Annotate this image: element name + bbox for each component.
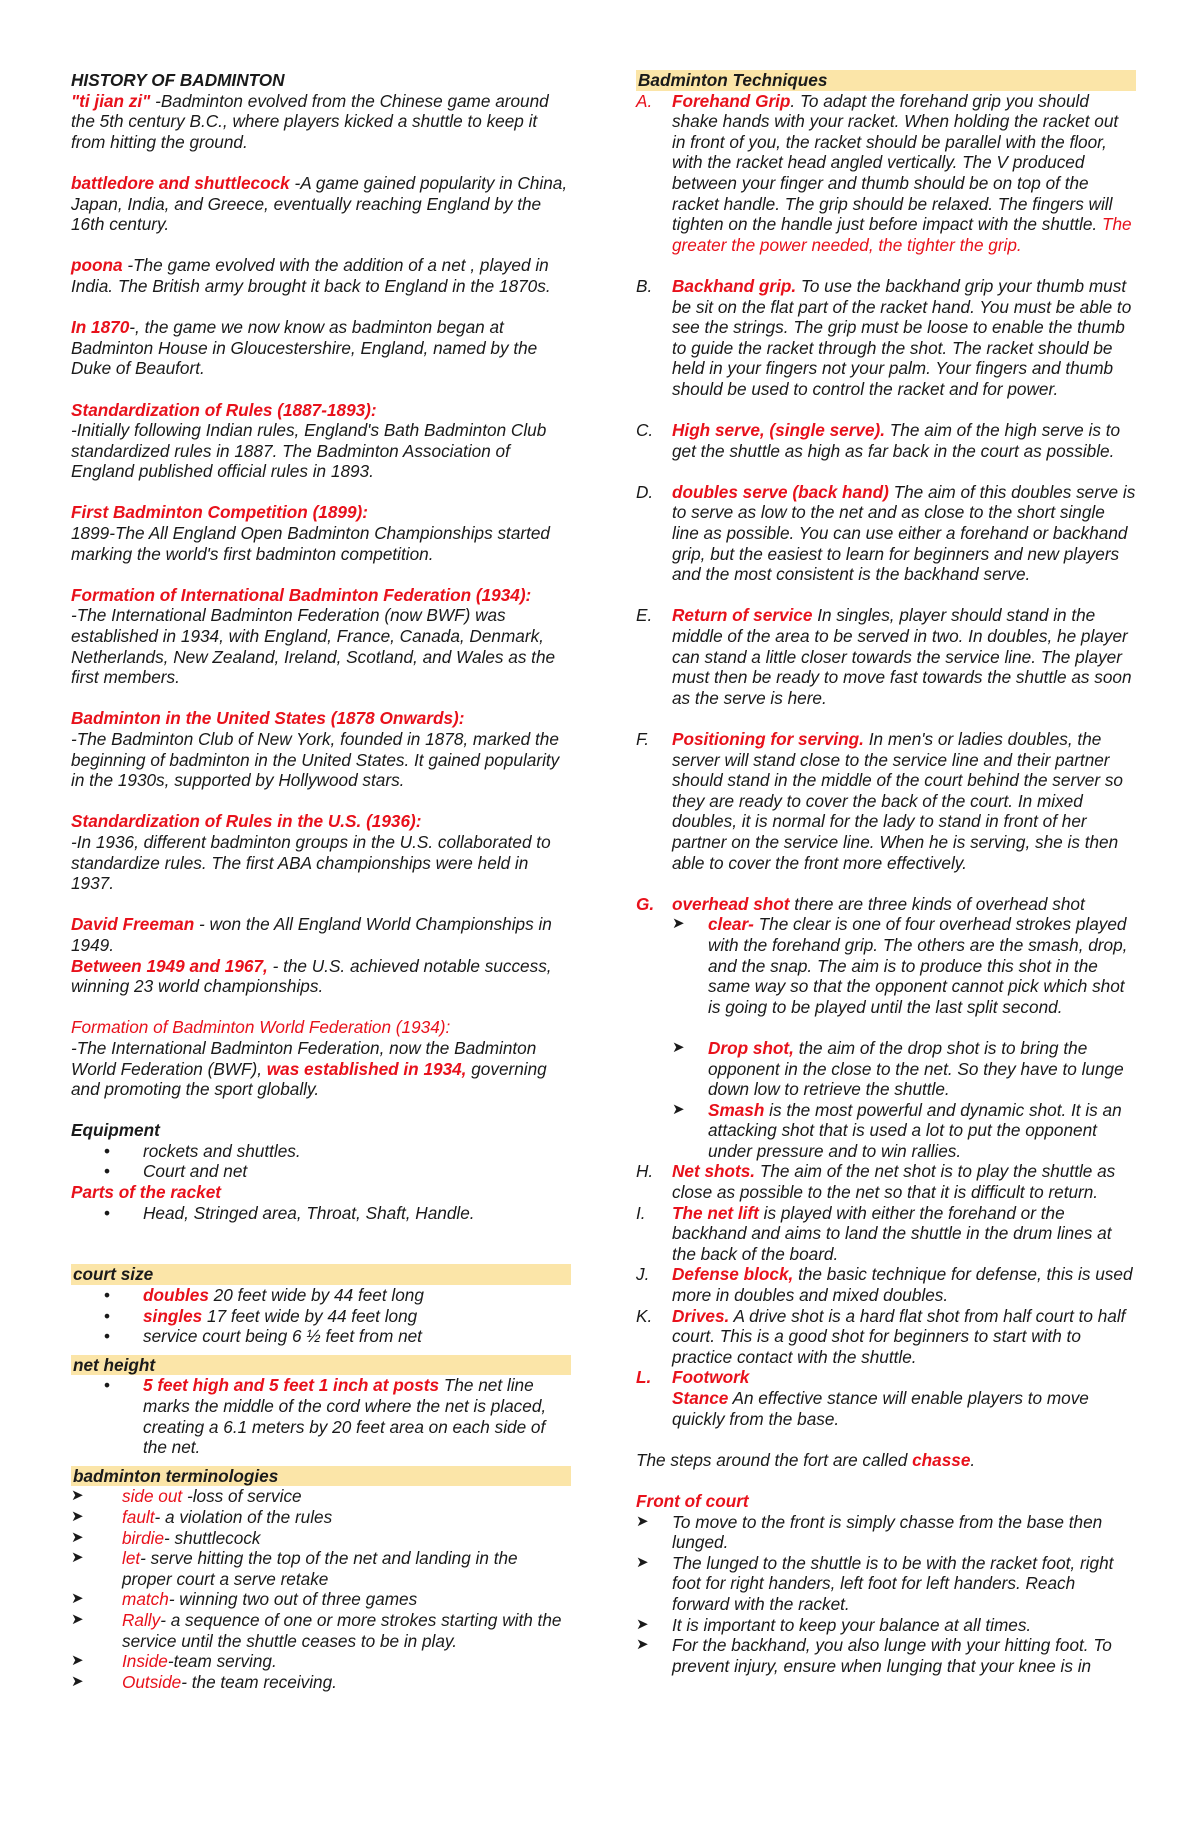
text: - shuttlecock (164, 1527, 261, 1548)
text: -loss of service (182, 1486, 302, 1507)
text: In men's or ladies doubles, the server will stand close to the service line and their partner should stand in the middle of the court behind the server so they are ready to cover the back of the court. In mixed doubles, it is normal for the lady to stand in front of her partner on the service line. When he is serving, she is then able to cover the front more effectively. (672, 729, 1123, 873)
arrow-icon: ➤ (672, 915, 685, 933)
term: Net shots. (672, 1161, 756, 1182)
arrow-icon: ➤ (71, 1549, 84, 1567)
list-item (636, 1512, 1136, 1553)
text: To move to the front is simply chasse from the base then lunged. (672, 1511, 1103, 1553)
arrow-icon: ➤ (636, 1553, 649, 1571)
terminologies-heading: badminton terminologies (71, 1466, 571, 1487)
front-of-court-heading: Front of court (636, 1490, 749, 1511)
letter: A. (636, 90, 653, 111)
arrow-icon: ➤ (636, 1636, 649, 1654)
text: -Badminton evolved from the Chinese game around the 5th century B.C., where players kicked a shuttle to keep it from hitting the ground. (71, 90, 549, 152)
text: the aim of the drop shot is to bring the opponent in the close to the net. So they have to lunge down low to retrieve the shuttle. (708, 1037, 1124, 1100)
term: High serve, (single serve). (672, 420, 886, 441)
term: Positioning for serving. (672, 729, 864, 749)
list-item (636, 1615, 1136, 1636)
term: Forehand Grip (672, 90, 791, 111)
technique-item (636, 1264, 1136, 1305)
text: -The game evolved with the addition of a net , played in India. The British army brought it back to England in the 1870s. (71, 255, 551, 296)
letter: E. (636, 605, 653, 626)
text: - a sequence of one or more strokes starting with the service until the shuttle ceases to be in play. (122, 1609, 562, 1651)
text: An effective stance will enable players to move quickly from the base. (672, 1388, 1089, 1429)
list-item (71, 1285, 571, 1306)
equipment-heading: Equipment (71, 1120, 160, 1141)
term: The net lift (672, 1202, 759, 1223)
list-item (71, 1589, 571, 1610)
page-title: HISTORY OF BADMINTON (71, 70, 285, 90)
battledore-paragraph (71, 173, 571, 235)
standardization-section (71, 400, 571, 482)
arrow-icon: ➤ (71, 1507, 84, 1525)
text (71, 1038, 571, 1100)
letter: F. (636, 729, 650, 749)
list-item (672, 914, 1136, 1017)
front-of-court-list (636, 1512, 1136, 1677)
technique-item (636, 729, 1136, 873)
letter: K. (636, 1305, 653, 1326)
term: "ti jian zi" (71, 90, 151, 111)
technique-item (636, 276, 1136, 400)
text: . (970, 1449, 976, 1470)
term: Outside (122, 1671, 182, 1692)
term: overhead shot (672, 893, 790, 914)
text: The steps around the fort are called (636, 1449, 913, 1470)
technique-item (636, 894, 1136, 1162)
equipment-list (71, 1141, 571, 1182)
ibf-section (71, 585, 571, 688)
term: Defense block, (672, 1264, 794, 1285)
list-item (71, 1528, 571, 1549)
term: Rally (122, 1609, 161, 1630)
text: . To adapt the forehand grip you should shake hands with your racket. When holding the racket out in front of you, the racket should be parallel with the floor, with the racket head angled vertically. The V produced between your finger and thumb should be on top of the racket handle. The grip should be relaxed. The fingers will tighten on the handle just before impact with the shuttle. (672, 90, 1119, 235)
david-freeman-paragraph (71, 914, 571, 955)
text: - a violation of the rules (154, 1506, 333, 1527)
letter: H. (636, 1161, 654, 1182)
poona-paragraph (71, 255, 571, 296)
left-column (71, 70, 571, 1692)
arrow-icon: ➤ (672, 1100, 685, 1118)
heading: Formation of International Badminton Federation (1934): (71, 584, 532, 605)
term: Footwork (672, 1367, 750, 1388)
term: battledore and shuttlecock (71, 172, 290, 193)
net-height-heading: net height (71, 1355, 571, 1376)
ti-jian-zi-paragraph (71, 91, 571, 153)
list-item (636, 1553, 1136, 1615)
court-size-list (71, 1285, 571, 1347)
court-size-heading: court size (71, 1264, 571, 1285)
us-section (71, 708, 571, 790)
term: Drives. (672, 1305, 730, 1326)
techniques-list (636, 91, 1136, 1430)
text: -In 1936, different badminton groups in the U.S. collaborated to standardize rules. The first ABA championships were held in 1937. (71, 831, 551, 894)
term: Inside (122, 1651, 168, 1672)
term: 5 feet high and 5 feet 1 inch at posts (143, 1375, 440, 1396)
text: - the team receiving. (181, 1671, 337, 1692)
technique-item (636, 420, 1136, 461)
1870-paragraph (71, 317, 571, 379)
list-item: • rockets and shuttles. (71, 1141, 571, 1162)
racket-parts-heading: Parts of the racket (71, 1182, 221, 1203)
technique-item (636, 1367, 1136, 1429)
techniques-heading: Badminton Techniques (636, 70, 1136, 91)
text-part: governing and promoting the sport globally. (71, 1058, 547, 1100)
right-column (636, 70, 1136, 1676)
term: birdie (122, 1527, 165, 1548)
list-item (71, 1610, 571, 1651)
terminologies-list (71, 1486, 571, 1692)
arrow-icon: ➤ (71, 1672, 84, 1690)
text: The clear is one of four overhead strokes played with the forehand grip. The others are the smash, drop, and the snap. The aim is to produce this shot in the same way so that the opponent cannot pick which shot is going to be played until the last split second. (708, 914, 1128, 1017)
text: A drive shot is a hard flat shot from half court to half court. This is a good shot for beginners to start with to practice contact with the shuttle. (672, 1305, 1126, 1367)
list-item (71, 1507, 571, 1528)
text: In singles, player should stand in the middle of the area to be served in two. In doubles, he player can stand a little closer towards the service line. The player must then be ready to move fast towards the shuttle as soon as the serve is here. (672, 605, 1132, 708)
term: side out (122, 1486, 183, 1507)
text: For the backhand, you also lunge with your hitting foot. To prevent injury, ensure when lunging that your knee is in (672, 1635, 1112, 1676)
heading: Formation of Badminton World Federation (1934): (71, 1017, 451, 1038)
technique-item (636, 91, 1136, 256)
text: -The Badminton Club of New York, founded in 1878, marked the beginning of badminton in the United States. It gained popularity in the 1930s, supported by Hollywood stars. (71, 729, 560, 791)
letter: I. (636, 1202, 646, 1223)
text: The lunged to the shuttle is to be with the racket foot, right foot for right handers, left foot for left handers. Reach forward with the racket. (672, 1552, 1114, 1614)
term: Drop shot, (708, 1037, 794, 1058)
text: is the most powerful and dynamic shot. It is an attacking shot that is used a lot to put the opponent under pressure and to win rallies. (708, 1099, 1122, 1161)
list-item (672, 1100, 1136, 1162)
letter: C. (636, 420, 654, 441)
net-height-list (71, 1375, 571, 1457)
technique-item (636, 605, 1136, 708)
list-item (71, 1375, 571, 1457)
text: -A game gained popularity in China, Japan, India, and Greece, eventually reaching England by the 16th century. (71, 172, 568, 235)
racket-parts-list (71, 1203, 571, 1224)
overhead-shot-list (672, 914, 1136, 1161)
text: -team serving. (167, 1651, 277, 1672)
term: chasse (912, 1449, 971, 1470)
text: 1899-The All England Open Badminton Championships started marking the world's first badminton competition. (71, 523, 550, 564)
highlight-text: The greater the power needed, the tighter the grip. (672, 214, 1132, 255)
text-part: -The International Badminton Federation, now the Badminton World Federation (BWF), (71, 1037, 537, 1079)
term: singles (143, 1305, 203, 1326)
text: - the U.S. achieved notable success, winning 23 world championships. (71, 955, 552, 997)
letter: G. (636, 893, 655, 914)
arrow-icon: ➤ (71, 1487, 84, 1505)
text: 20 feet wide by 44 feet long (208, 1285, 424, 1306)
term: Between 1949 and 1967, (71, 955, 268, 976)
text: The net line marks the middle of the cord where the net is placed, creating a 6.1 meters by 20 feet area on each side of the net. (143, 1375, 547, 1458)
term: poona (71, 255, 123, 276)
arrow-icon: ➤ (672, 1038, 685, 1056)
era-paragraph (71, 956, 571, 997)
term: was established in 1934, (266, 1058, 467, 1079)
text: To use the backhand grip your thumb must be sit on the flat part of the racket hand. You must be able to see the strings. The grip must be loose to enable the thumb to guide the racket through the shot. The racket should be held in your fingers not your palm. Your fingers and thumb should be used to control the racket and for power. (672, 275, 1132, 399)
heading: Badminton in the United States (1878 Onwards): (71, 708, 465, 729)
term: David Freeman (71, 914, 195, 935)
text: - serve hitting the top of the net and landing in the proper court a serve retake (122, 1548, 518, 1589)
list-item (672, 1038, 1136, 1100)
arrow-icon: ➤ (71, 1610, 84, 1628)
heading: Standardization of Rules (1887-1893): (71, 399, 377, 420)
list-item: • service court being 6 ½ feet from net (71, 1326, 571, 1347)
text: The aim of the net shot is to play the shuttle as close as possible to the net so that it is difficult to return. (672, 1161, 1116, 1203)
text: It is important to keep your balance at all times. (672, 1614, 1032, 1635)
text: - won the All England World Championships in 1949. (71, 914, 552, 955)
term: In 1870 (71, 317, 130, 338)
text: The aim of the high serve is to get the shuttle as high as far back in the court as possible. (672, 420, 1121, 461)
us-standardization-section (71, 811, 571, 893)
technique-item (636, 1161, 1136, 1202)
letter: J. (636, 1264, 650, 1285)
text: 17 feet wide by 44 feet long (202, 1305, 418, 1326)
heading: First Badminton Competition (1899): (71, 502, 368, 523)
text: The aim of this doubles serve is to serve as low to the net and as close to the short single line as possible. You can use either a forehand or backhand grip, but the easiest to learn for beginners and new players and the most consistent is the backhand serve. (672, 481, 1136, 585)
technique-item (636, 482, 1136, 585)
term: fault (122, 1506, 155, 1527)
term: Return of service (672, 605, 813, 626)
term: doubles (143, 1285, 209, 1306)
list-item: • Court and net (71, 1161, 571, 1182)
bwf-section (71, 1017, 571, 1099)
list-item: • Head, Stringed area, Throat, Shaft, Handle. (71, 1203, 571, 1224)
text: there are three kinds of overhead shot (789, 893, 1085, 914)
term: Backhand grip. (672, 275, 797, 296)
text: is played with either the forehand or the backhand and aims to land the shuttle in the drum lines at the back of the board. (672, 1202, 1112, 1264)
text: the basic technique for defense, this is used more in doubles and mixed doubles. (672, 1264, 1133, 1306)
letter: L. (636, 1367, 652, 1388)
competition-section (71, 502, 571, 564)
list-item (71, 1548, 571, 1589)
arrow-icon: ➤ (71, 1652, 84, 1670)
term: let (122, 1548, 141, 1569)
term: match (122, 1589, 169, 1610)
technique-item (636, 1203, 1136, 1265)
arrow-icon: ➤ (71, 1528, 84, 1546)
heading: Standardization of Rules in the U.S. (1936): (71, 811, 422, 832)
arrow-icon: ➤ (636, 1615, 649, 1633)
technique-item (636, 1306, 1136, 1368)
text: -, the game we now know as badminton began at Badminton House in Gloucestershire, England, named by the Duke of Beaufort. (71, 317, 538, 379)
letter: D. (636, 481, 654, 502)
list-item (636, 1635, 1136, 1676)
text: -Initially following Indian rules, England's Bath Badminton Club standardized rules in 1887. The Badminton Association of England published official rules in 1893. (71, 420, 547, 482)
term: Smash (708, 1099, 765, 1120)
chasse-paragraph (636, 1450, 1136, 1471)
text: -The International Badminton Federation (now BWF) was established in 1934, with England, France, Canada, Denmark, Netherlands, New Zealand, Ireland, Scotland, and Wales as the first members. (71, 605, 556, 688)
list-item (71, 1486, 571, 1507)
list-item (71, 1651, 571, 1672)
term: doubles serve (back hand) (672, 481, 889, 502)
list-item (71, 1306, 571, 1327)
arrow-icon: ➤ (71, 1590, 84, 1608)
term: clear- (708, 914, 754, 935)
term: Stance (672, 1388, 729, 1408)
arrow-icon: ➤ (636, 1512, 649, 1530)
text: - winning two out of three games (168, 1589, 418, 1610)
letter: B. (636, 275, 653, 296)
list-item (71, 1672, 571, 1693)
